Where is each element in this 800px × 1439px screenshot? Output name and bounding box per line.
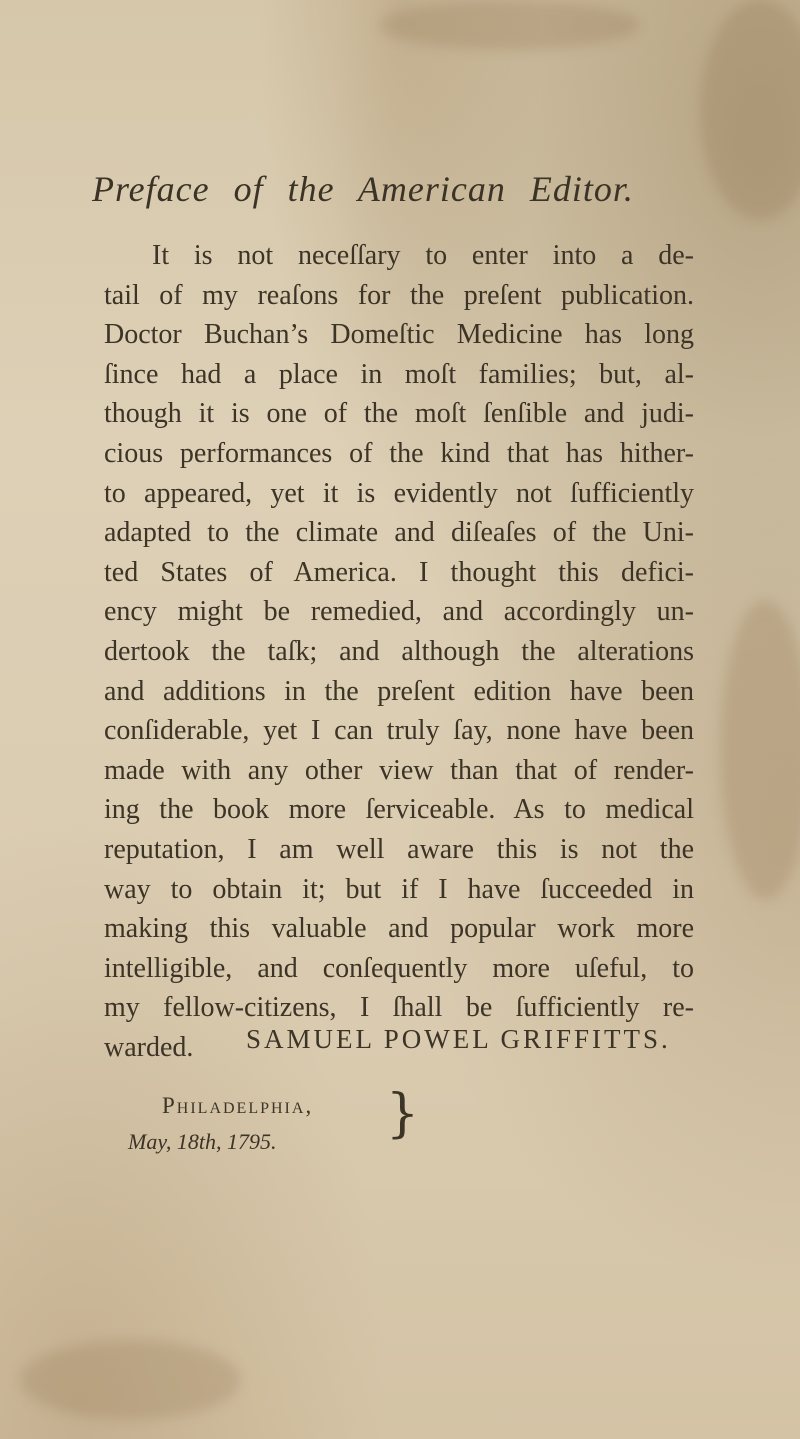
body-line: though it is one of the moſt ſenſible and judi-: [104, 398, 694, 430]
body-line: way to obtain it; but if I have ſucceeded in: [104, 873, 694, 905]
paper-stain: [720, 600, 800, 900]
body-line: to appeared, yet it is evidently not ſufficiently: [104, 477, 694, 509]
body-line: adapted to the climate and diſeaſes of the Uni-: [104, 517, 694, 549]
author-signature: SAMUEL POWEL GRIFFITTS.: [246, 1024, 671, 1054]
brace-glyph: }: [386, 1084, 420, 1144]
body-line: dertook the taſk; and although the alterations: [104, 635, 694, 667]
body-line: and additions in the preſent edition have been: [104, 675, 694, 707]
body-line: ted States of America. I thought this defici-: [104, 556, 694, 588]
paper-stain: [380, 0, 640, 50]
body-line: my fellow-citizens, I ſhall be ſufficiently re-: [104, 992, 694, 1024]
body-line: tail of my reaſons for the preſent publication.: [104, 279, 694, 311]
body-line: ing the book more ſerviceable. As to medical: [104, 794, 694, 826]
paper-stain: [700, 0, 800, 220]
body-line: reputation, I am well aware this is not the: [104, 833, 694, 865]
preface-body: [104, 236, 694, 1067]
preface-heading: Preface of the American Editor.: [92, 169, 634, 209]
body-line: made with any other view than that of render-: [104, 754, 694, 786]
body-line: Doctor Buchan’s Domeſtic Medicine has long: [104, 319, 694, 351]
date-line: May, 18th, 1795.: [128, 1129, 277, 1154]
body-line: intelligible, and conſequently more uſeful, to: [104, 952, 694, 984]
paper-stain: [20, 1340, 240, 1420]
body-line: warded.: [104, 1031, 194, 1063]
place-line: Philadelphia,: [162, 1093, 314, 1118]
body-line: It is not neceſſary to enter into a de-: [152, 240, 694, 271]
body-line: making this valuable and popular work more: [104, 913, 694, 945]
body-line: conſiderable, yet I can truly ſay, none have been: [104, 715, 694, 747]
body-line: ency might be remedied, and accordingly un-: [104, 596, 694, 628]
body-line: ſince had a place in moſt families; but, al-: [104, 358, 694, 390]
body-line: cious performances of the kind that has hither-: [104, 437, 694, 469]
